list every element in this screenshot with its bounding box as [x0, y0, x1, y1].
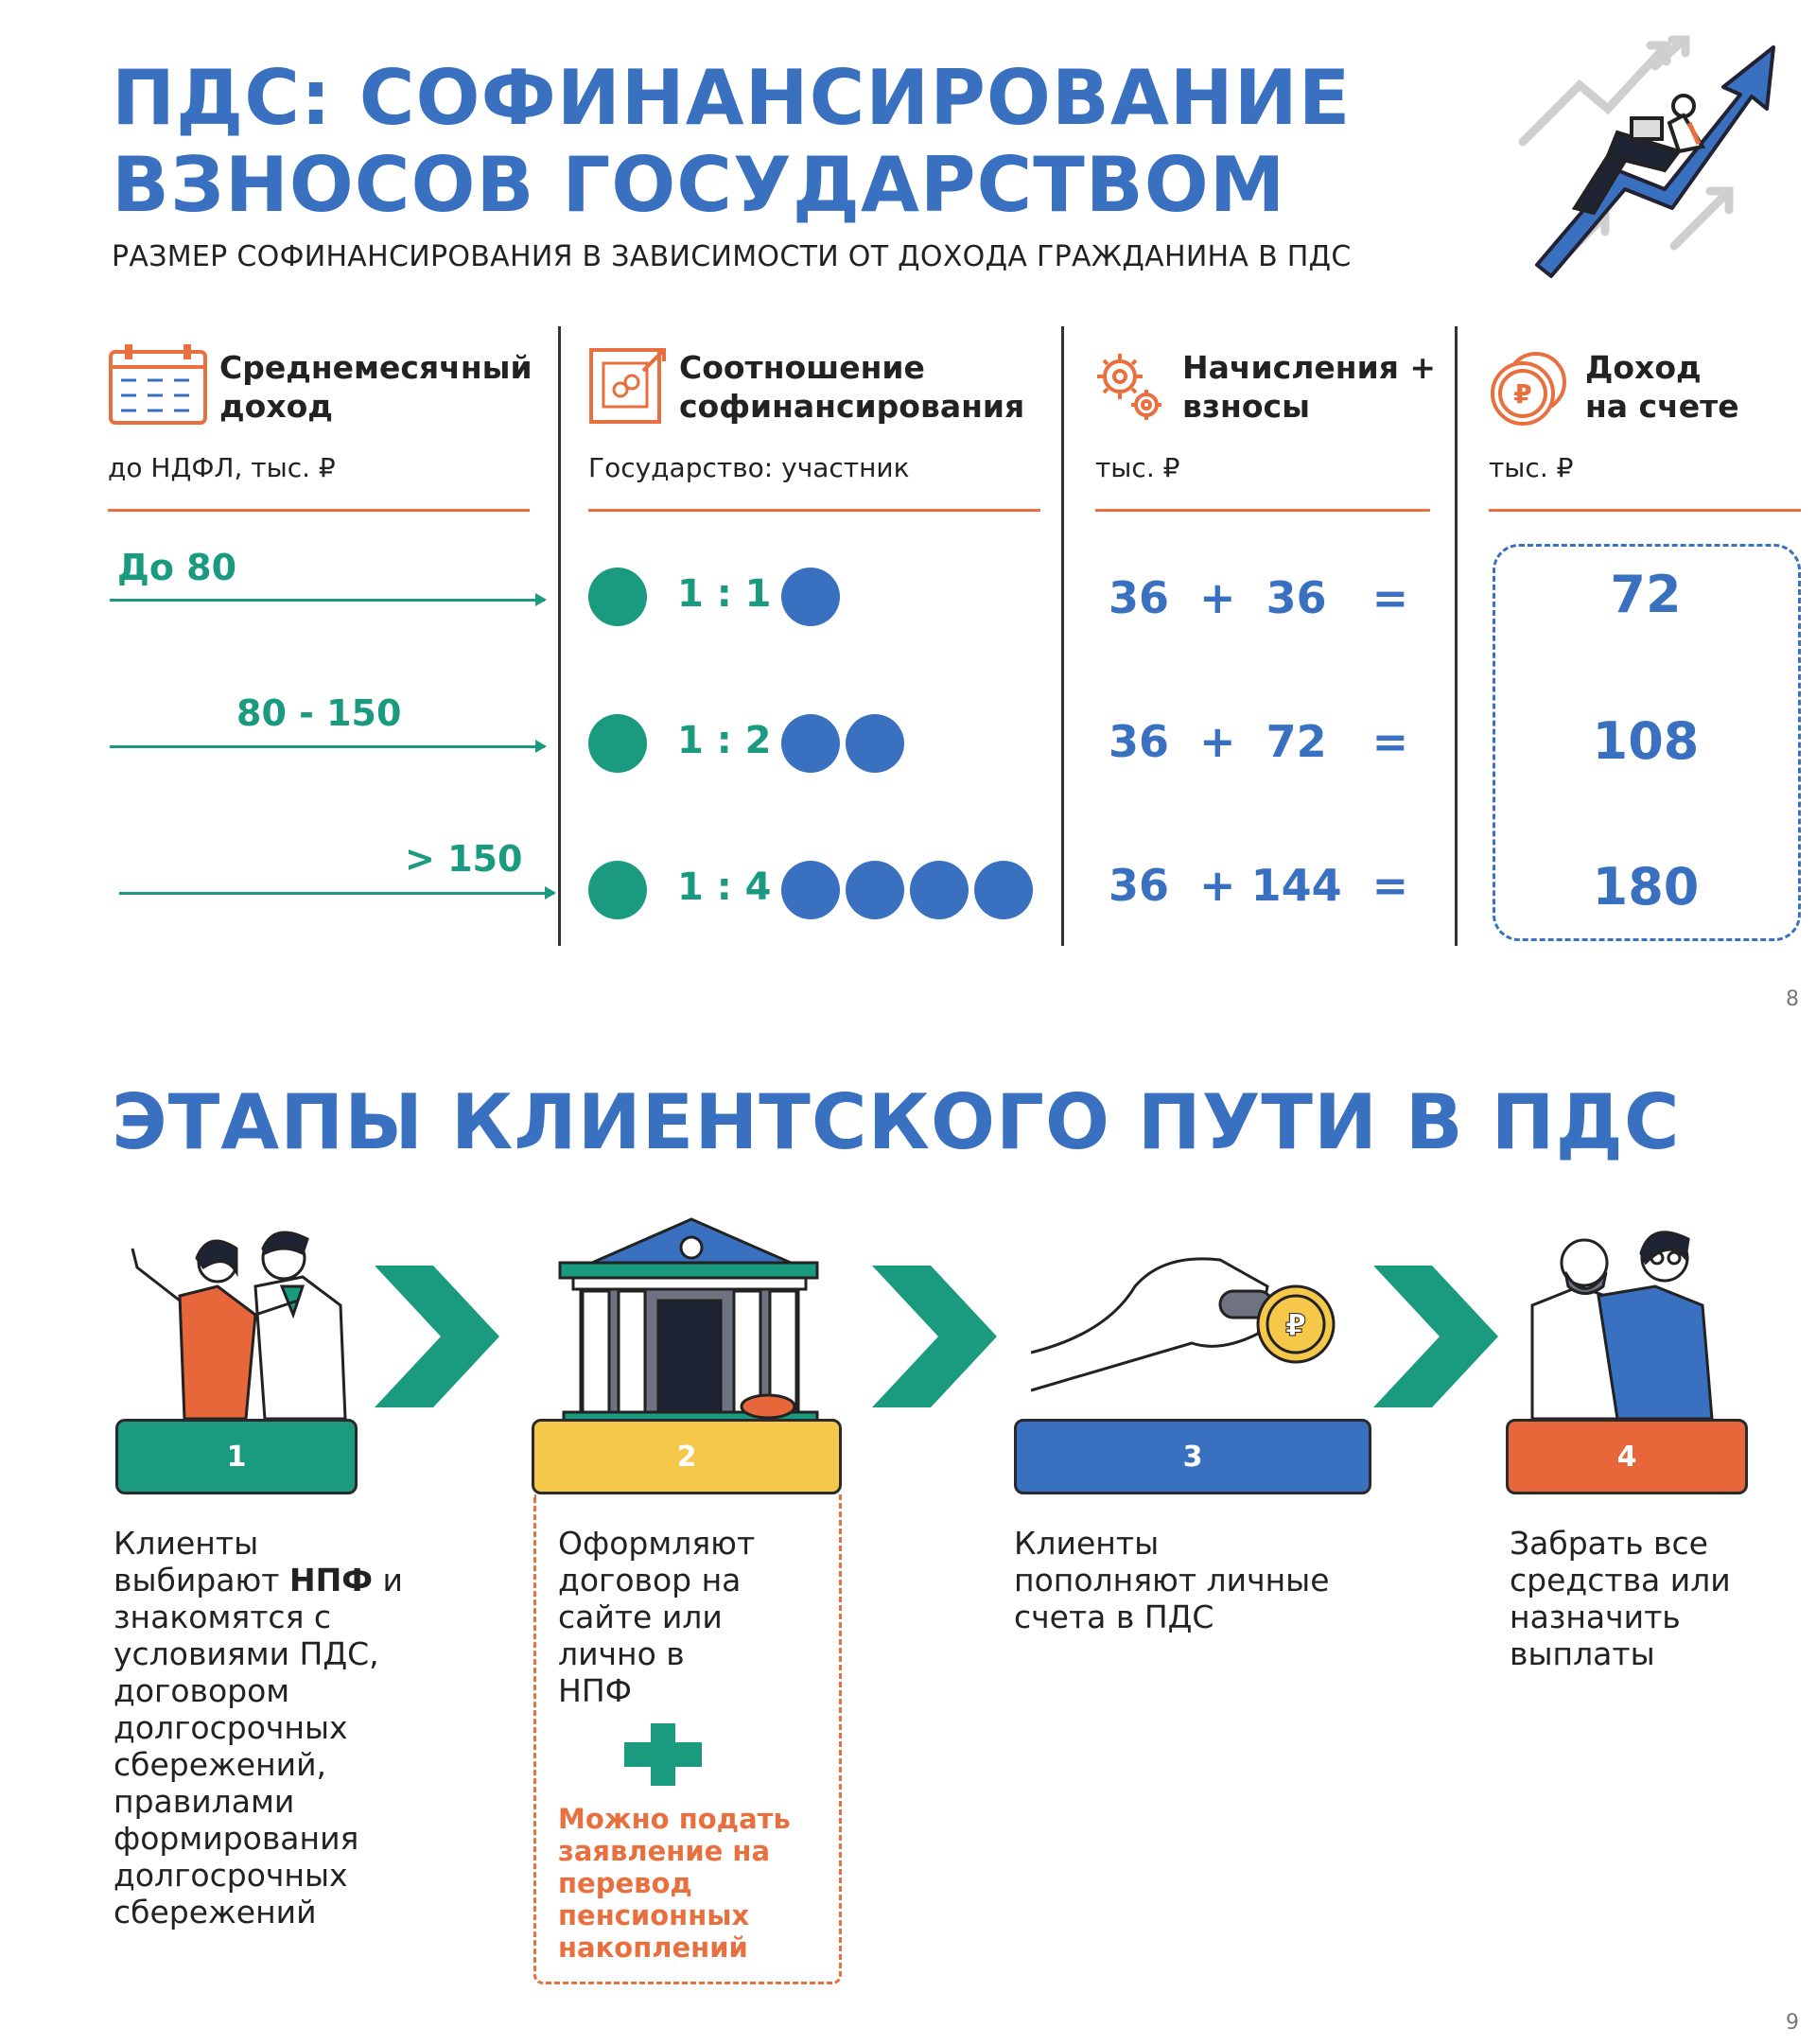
total-value: 180: [1592, 857, 1700, 917]
svg-text:₽: ₽: [1513, 378, 1532, 410]
income-range-label: > 150: [405, 838, 523, 880]
state-dot: [781, 714, 840, 773]
column-unit-ratio: Государство: участник: [588, 452, 910, 483]
column-header-accruals: [1182, 348, 1436, 426]
step-3-text: Клиенты пополняют личные счета в ПДС: [1014, 1525, 1330, 1635]
state-dot: [846, 861, 904, 919]
ruble-coins-icon: [1487, 346, 1570, 429]
column-divider: [1061, 326, 1064, 946]
step-1-text-start: Клиенты выбирают: [114, 1525, 280, 1599]
column-rule: [588, 509, 1040, 512]
couple-illustration: [114, 1211, 359, 1419]
total-value: 108: [1592, 711, 1700, 771]
column-unit-income: до НДФЛ, тыс. ₽: [108, 452, 336, 483]
column-header-line: софинансирования: [679, 388, 1025, 425]
column-header-line: Начисления +: [1182, 349, 1437, 386]
state-dot: [974, 861, 1033, 919]
growth-arrow-illustration: [1513, 28, 1788, 284]
state-dot: [781, 568, 840, 626]
page-title-line2: ВЗНОСОВ ГОСУДАРСТВОМ: [112, 141, 1286, 229]
state-dot: [910, 861, 969, 919]
page-title-line1: ПДС: СОФИНАНСИРОВАНИЕ: [112, 54, 1352, 142]
column-divider: [1455, 326, 1458, 946]
chevron-right-icon: [1373, 1266, 1498, 1407]
income-range-label: 80 - 150: [236, 692, 402, 734]
step-4-text: Забрать все средства или назначить выплаты: [1510, 1525, 1731, 1672]
column-unit-accruals: тыс. ₽: [1095, 452, 1180, 483]
elderly-couple-illustration: [1523, 1211, 1740, 1419]
column-header-ratio: [679, 348, 1024, 426]
plus-icon: [624, 1723, 702, 1786]
ratio-label: 1 : 1: [677, 572, 772, 616]
gears-icon: [1093, 348, 1165, 424]
column-header-line: взносы: [1182, 388, 1310, 425]
ratio-label: 1 : 2: [677, 719, 772, 762]
column-header-line: Среднемесячный: [219, 349, 533, 386]
step-2-note: Можно подать заявление на перевод пенсионных накоплений: [558, 1803, 791, 1964]
calc-expression: 36 + 36 =: [1109, 572, 1409, 623]
step-2-text: Оформляют договор на сайте или лично в НПФ: [558, 1525, 756, 1709]
column-rule: [108, 509, 530, 512]
svg-text:₽: ₽: [1284, 1307, 1307, 1343]
state-dot: [846, 714, 904, 773]
column-divider: [558, 326, 561, 946]
ratio-icon: [586, 342, 672, 428]
column-unit-balance: тыс. ₽: [1489, 452, 1574, 483]
column-header-income: [219, 348, 533, 426]
hand-coin-illustration: [1031, 1249, 1353, 1400]
step-1-text-rest: и знакомятся с условиями ПДС, договором долгосрочных сбережений, правилами формирования долгосрочных сбережений: [114, 1562, 403, 1930]
column-header-line: доход: [219, 388, 333, 425]
step-1-text: [114, 1525, 426, 1930]
calc-expression: 36 + 144 =: [1109, 860, 1409, 911]
calc-expression: 36 + 72 =: [1109, 716, 1409, 767]
step-1-text-bold: НПФ: [288, 1562, 373, 1599]
bank-building-illustration: [554, 1215, 829, 1424]
page-number: 8: [1786, 987, 1799, 1011]
column-header-balance: [1585, 348, 1739, 426]
chevron-right-icon: [375, 1266, 499, 1407]
column-rule: [1095, 509, 1430, 512]
column-rule: [1489, 509, 1801, 512]
section-title: ЭТАПЫ КЛИЕНТСКОГО ПУТИ В ПДС: [112, 1078, 1681, 1166]
page-number: 9: [1786, 2011, 1799, 2035]
column-header-line: Соотношение: [679, 349, 925, 386]
chevron-right-icon: [872, 1266, 997, 1407]
total-value: 72: [1610, 565, 1682, 624]
step-4-bar: 4: [1506, 1419, 1748, 1494]
income-arrow: [110, 599, 545, 602]
column-header-line: Доход: [1585, 349, 1702, 386]
step-1-bar: 1: [115, 1419, 358, 1494]
income-arrow: [110, 745, 545, 748]
step-2-bar: 2: [532, 1419, 842, 1494]
ratio-label: 1 : 4: [677, 865, 772, 909]
participant-dot: [588, 714, 647, 773]
column-header-line: на счете: [1585, 388, 1739, 425]
income-arrow: [119, 892, 554, 895]
page-subtitle: РАЗМЕР СОФИНАНСИРОВАНИЯ В ЗАВИСИМОСТИ ОТ ДОХОДА ГРАЖДАНИНА В ПДС: [112, 240, 1352, 273]
participant-dot: [588, 568, 647, 626]
step-3-bar: 3: [1014, 1419, 1371, 1494]
participant-dot: [588, 861, 647, 919]
calendar-icon: [108, 342, 208, 426]
income-range-label: До 80: [117, 547, 237, 588]
state-dot: [781, 861, 840, 919]
